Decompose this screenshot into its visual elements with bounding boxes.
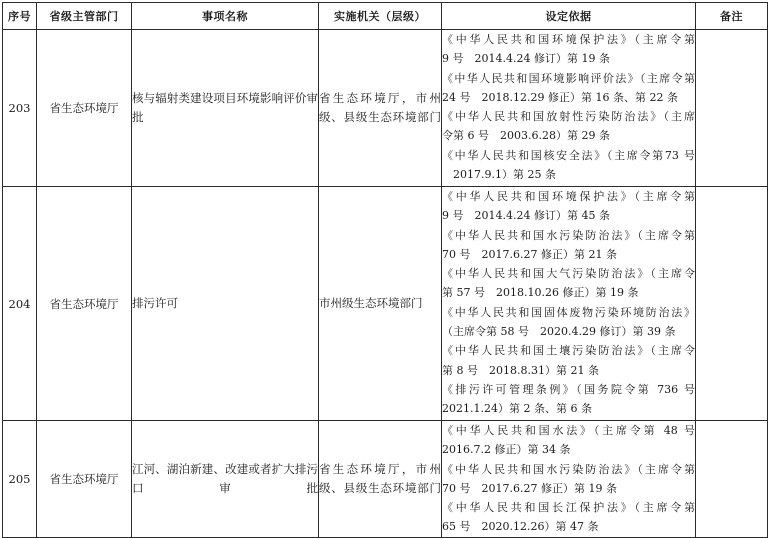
basis-line: 令第 6 号 2003.6.28）第 29 条 <box>442 129 610 143</box>
basis-line: 《中华人民共和国核安全法》（主席令第73 号 <box>442 148 695 162</box>
row-remarks <box>696 187 768 421</box>
row-agency: 省生态环境厅，市州级、县级生态环境部门 <box>319 30 442 187</box>
row-agency: 市州级生态环境部门 <box>319 187 442 421</box>
basis-line: 2017.9.1）第 25 条 <box>442 168 556 182</box>
row-remarks <box>696 30 768 187</box>
basis-line: 70 号 2017.6.27 修正）第 19 条 <box>442 481 617 495</box>
row-department: 省生态环境厅 <box>37 187 132 421</box>
table-row <box>3 30 768 187</box>
table-row <box>3 421 768 538</box>
basis-line: 《中华人民共和国环境保护法》（主席令第 <box>442 33 695 46</box>
header-seq: 序号 <box>3 3 37 30</box>
header-row <box>3 3 768 30</box>
row-department: 省生态环境厅 <box>37 421 132 538</box>
basis-line: 《中华人民共和国土壤污染防治法》（主席令 <box>442 344 695 358</box>
basis-line: 第 57 号 2018.10.26 修正）第 19 条 <box>442 286 639 300</box>
header-agency: 实施机关（层级） <box>319 3 442 30</box>
row-basis <box>442 187 696 421</box>
basis-line: 《中华人民共和国水法》（主席令第 48 号 <box>442 424 695 437</box>
table-row <box>3 187 768 421</box>
row-basis <box>442 30 696 187</box>
row-agency: 省生态环境厅，市州级、县级生态环境部门 <box>319 421 442 538</box>
header-basis: 设定依据 <box>442 3 696 30</box>
row-department: 省生态环境厅 <box>37 30 132 187</box>
basis-line: 《中华人民共和国水污染防治法》（主席令第 <box>442 462 695 476</box>
basis-line: 《中华人民共和国环境影响评价法》（主席令第 <box>442 71 695 85</box>
row-seq: 203 <box>3 30 37 187</box>
basis-line: 《中华人民共和国水污染防治法》（主席令第 <box>442 228 695 242</box>
basis-line: 9 号 2014.4.24 修订）第 45 条 <box>442 209 610 223</box>
basis-line: 《中华人民共和国固体废物污染环境防治法》 <box>442 305 695 319</box>
row-seq: 205 <box>3 421 37 538</box>
row-basis <box>442 421 696 538</box>
row-item-name: 排污许可 <box>132 187 319 421</box>
header-department: 省级主管部门 <box>37 3 132 30</box>
regulation-table <box>2 2 768 538</box>
basis-line: 9 号 2014.4.24 修订）第 19 条 <box>442 52 610 66</box>
basis-line: （主席令第 58 号 2020.4.29 修订）第 39 条 <box>442 325 676 339</box>
basis-line: 2021.1.24）第 2 条、第 6 条 <box>442 402 592 416</box>
header-remarks: 备注 <box>696 3 768 30</box>
basis-line: 《排污许可管理条例》（国务院令第 736 号 <box>442 382 695 396</box>
row-remarks <box>696 421 768 538</box>
basis-line: 2016.7.2 修正）第 34 条 <box>442 443 571 457</box>
header-item-name: 事项名称 <box>132 3 319 30</box>
basis-line: 65 号 2020.12.26）第 47 条 <box>442 520 599 534</box>
row-seq: 204 <box>3 187 37 421</box>
basis-line: 《中华人民共和国放射性污染防治法》（主席 <box>442 110 695 124</box>
basis-line: 《中华人民共和国环境保护法》（主席令第 <box>442 190 695 203</box>
row-item-name: 核与辐射类建设项目环境影响评价审批 <box>132 30 319 187</box>
basis-line: 《中华人民共和国大气污染防治法》（主席令 <box>442 267 695 281</box>
basis-line: 《中华人民共和国长江保护法》（主席令第 <box>442 501 695 515</box>
basis-line: 第 8 号 2018.8.31）第 21 条 <box>442 363 599 377</box>
basis-line: 24 号 2018.12.29 修正）第 16 条、第 22 条 <box>442 90 678 104</box>
row-item-name: 江河、湖泊新建、改建或者扩大排污口审批 <box>132 421 319 538</box>
basis-line: 70 号 2017.6.27 修正）第 21 条 <box>442 247 617 261</box>
